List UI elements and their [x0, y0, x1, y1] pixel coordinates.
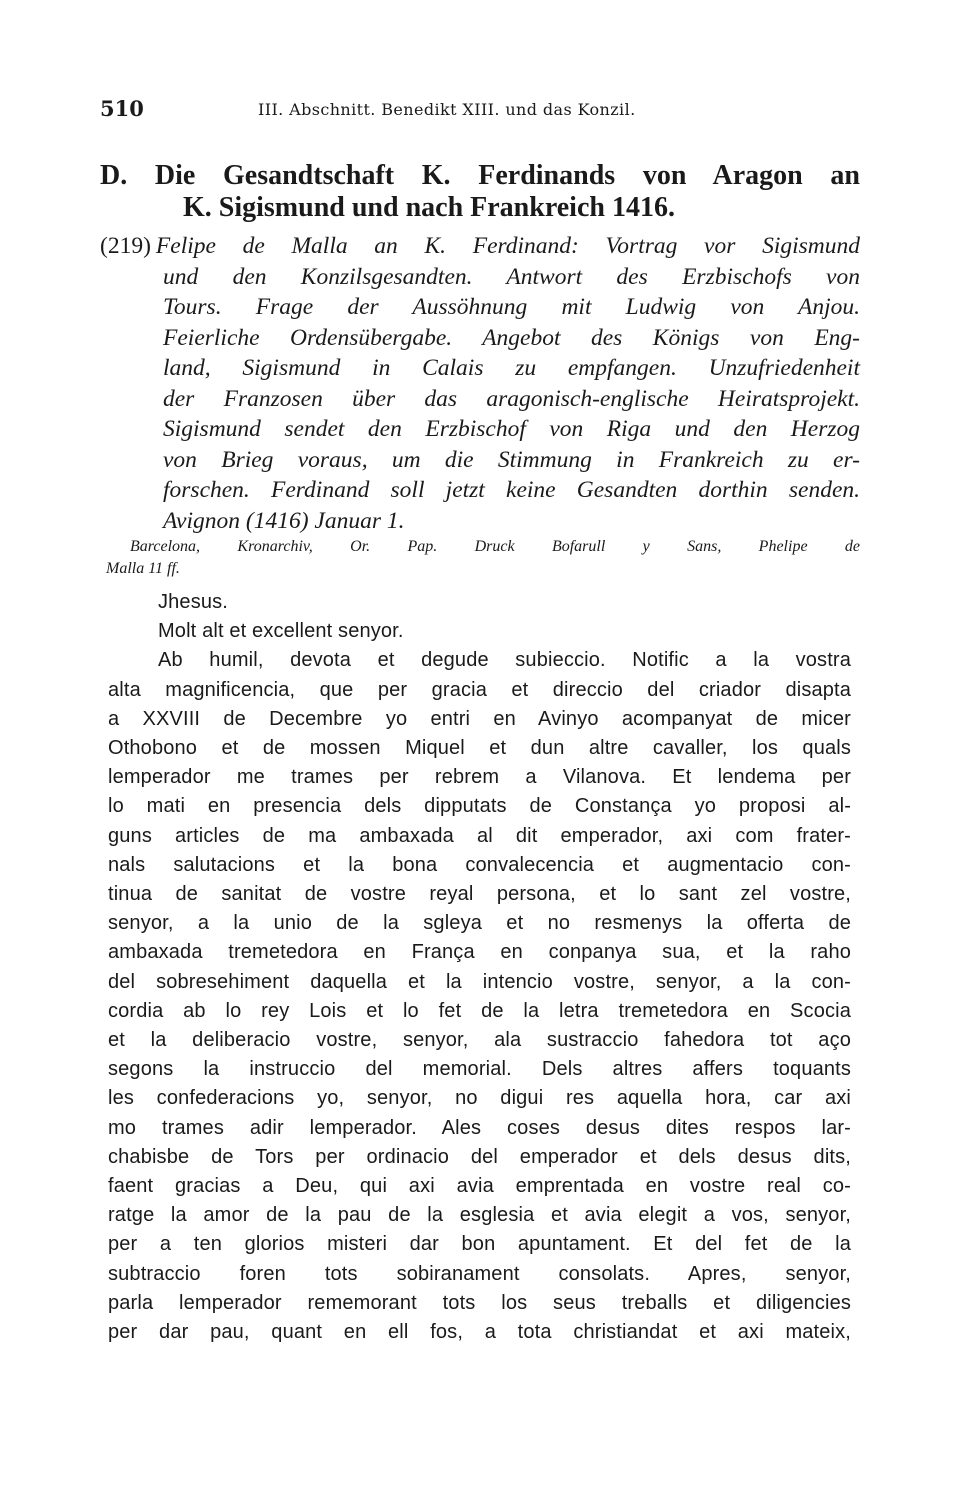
letter-line: tinua de sanitat de vostre reyal persona, et lo sant zel vostre,	[108, 883, 851, 906]
page-number: 510	[100, 96, 144, 121]
letter-line: segons la instruccio del memorial. Dels altres affers toquants	[108, 1058, 851, 1081]
source-note-line: Barcelona, Kronarchiv, Or. Pap. Druck Bofarull y Sans, Phelipe de	[130, 538, 860, 555]
summary-line: der Franzosen über das aragonisch-englische Heiratsprojekt.	[163, 385, 860, 412]
summary-line: Tours. Frage der Aussöhnung mit Ludwig von Anjou.	[163, 294, 860, 320]
letter-line: et la deliberacio vostre, senyor, ala sustraccio fahedora tot aço	[108, 1029, 851, 1052]
letter-line: Molt alt et excellent senyor.	[158, 620, 404, 643]
summary-line: land, Sigismund in Calais zu empfangen. Unzufriedenheit	[163, 355, 860, 381]
letter-line: Ab humil, devota et degude subieccio. Notific a la vostra	[158, 649, 851, 672]
letter-line: chabisbe de Tors per ordinacio del emperador et dels desus dits,	[108, 1145, 851, 1168]
letter-line: mo trames adir lemperador. Ales coses desus dites respos lar-	[108, 1116, 851, 1139]
running-title: III. Abschnitt. Benedikt XIII. und das Konzil.	[258, 100, 636, 119]
letter-line: a XXVIII de Decembre yo entri en Avinyo acompanyat de micer	[108, 707, 851, 730]
letter-line: del sobresehiment daquella et la intencio vostre, senyor, a la con-	[108, 970, 851, 993]
section-heading-line: K. Sigismund und nach Frankreich 1416.	[183, 192, 675, 223]
summary-line: forschen. Ferdinand soll jetzt keine Gesandten dorthin senden.	[163, 477, 860, 503]
letter-line: nals salutacions et la bona convalecencia et augmentacio con-	[108, 853, 851, 876]
letter-line: Jhesus.	[158, 591, 228, 613]
source-note	[100, 536, 860, 580]
summary-line: und den Konzilsgesandten. Antwort des Erzbischofs von	[163, 263, 860, 290]
letter-line: alta magnificencia, que per gracia et direccio del criador disapta	[108, 678, 851, 701]
running-head	[100, 96, 860, 130]
summary-line: von Brieg voraus, um die Stimmung in Frankreich zu er-	[163, 446, 860, 473]
summary-line: Feierliche Ordensübergabe. Angebot des Königs von Eng-	[163, 324, 860, 351]
letter-line: lo mati en presencia dels dipputats de Constança yo proposi al-	[108, 795, 851, 818]
section-heading-line: D. Die Gesandtschaft K. Ferdinands von Aragon an	[100, 160, 860, 191]
letter-line: parla lemperador rememorant tots los seus treballs et diligencies	[108, 1291, 851, 1314]
section-heading	[100, 160, 860, 224]
letter-line: ambaxada tremetedora en França en conpanya sua, et la raho	[108, 941, 851, 964]
letter-line: les confederacions yo, senyor, no digui res aquella hora, car axi	[108, 1087, 851, 1110]
letter-line: cordia ab lo rey Lois et lo fet de la letra tremetedora en Scocia	[108, 999, 851, 1022]
letter-line: subtraccio foren tots sobiranament consolats. Apres, senyor,	[108, 1262, 851, 1285]
summary-line-text: Felipe de Malla an K. Ferdinand: Vortrag vor Sigismund	[155, 233, 860, 259]
source-note-line: Malla 11 ff.	[106, 560, 180, 577]
letter-line: per a ten glorios misteri dar bon apuntament. Et del fet de la	[108, 1233, 851, 1256]
letter-line: Othobono et de mossen Miquel et dun altre cavaller, los quals	[108, 737, 851, 760]
document-number: (219)	[100, 233, 151, 259]
letter-line: guns articles de ma ambaxada al dit emperador, axi com frater-	[108, 824, 851, 847]
summary-line	[100, 231, 860, 262]
letter-line: senyor, a la unio de la sgleya et no resmenys la offerta de	[108, 912, 851, 935]
letter-line: lemperador me trames per rebrem a Vilanova. Et lendema per	[108, 766, 851, 789]
summary-line: Sigismund sendet den Erzbischof von Riga und den Herzog	[163, 416, 860, 442]
letter-line: faent gracias a Deu, qui axi avia emprentada en vostre real co-	[108, 1175, 851, 1198]
document-summary	[100, 231, 860, 536]
letter-line: per dar pau, quant en ell fos, a tota christiandat et axi mateix,	[108, 1321, 851, 1344]
letter-text	[108, 588, 851, 1347]
letter-line: ratge la amor de la pau de la esglesia et avia elegit a vos, senyor,	[108, 1204, 851, 1227]
summary-date-line: Avignon (1416) Januar 1.	[163, 507, 405, 534]
